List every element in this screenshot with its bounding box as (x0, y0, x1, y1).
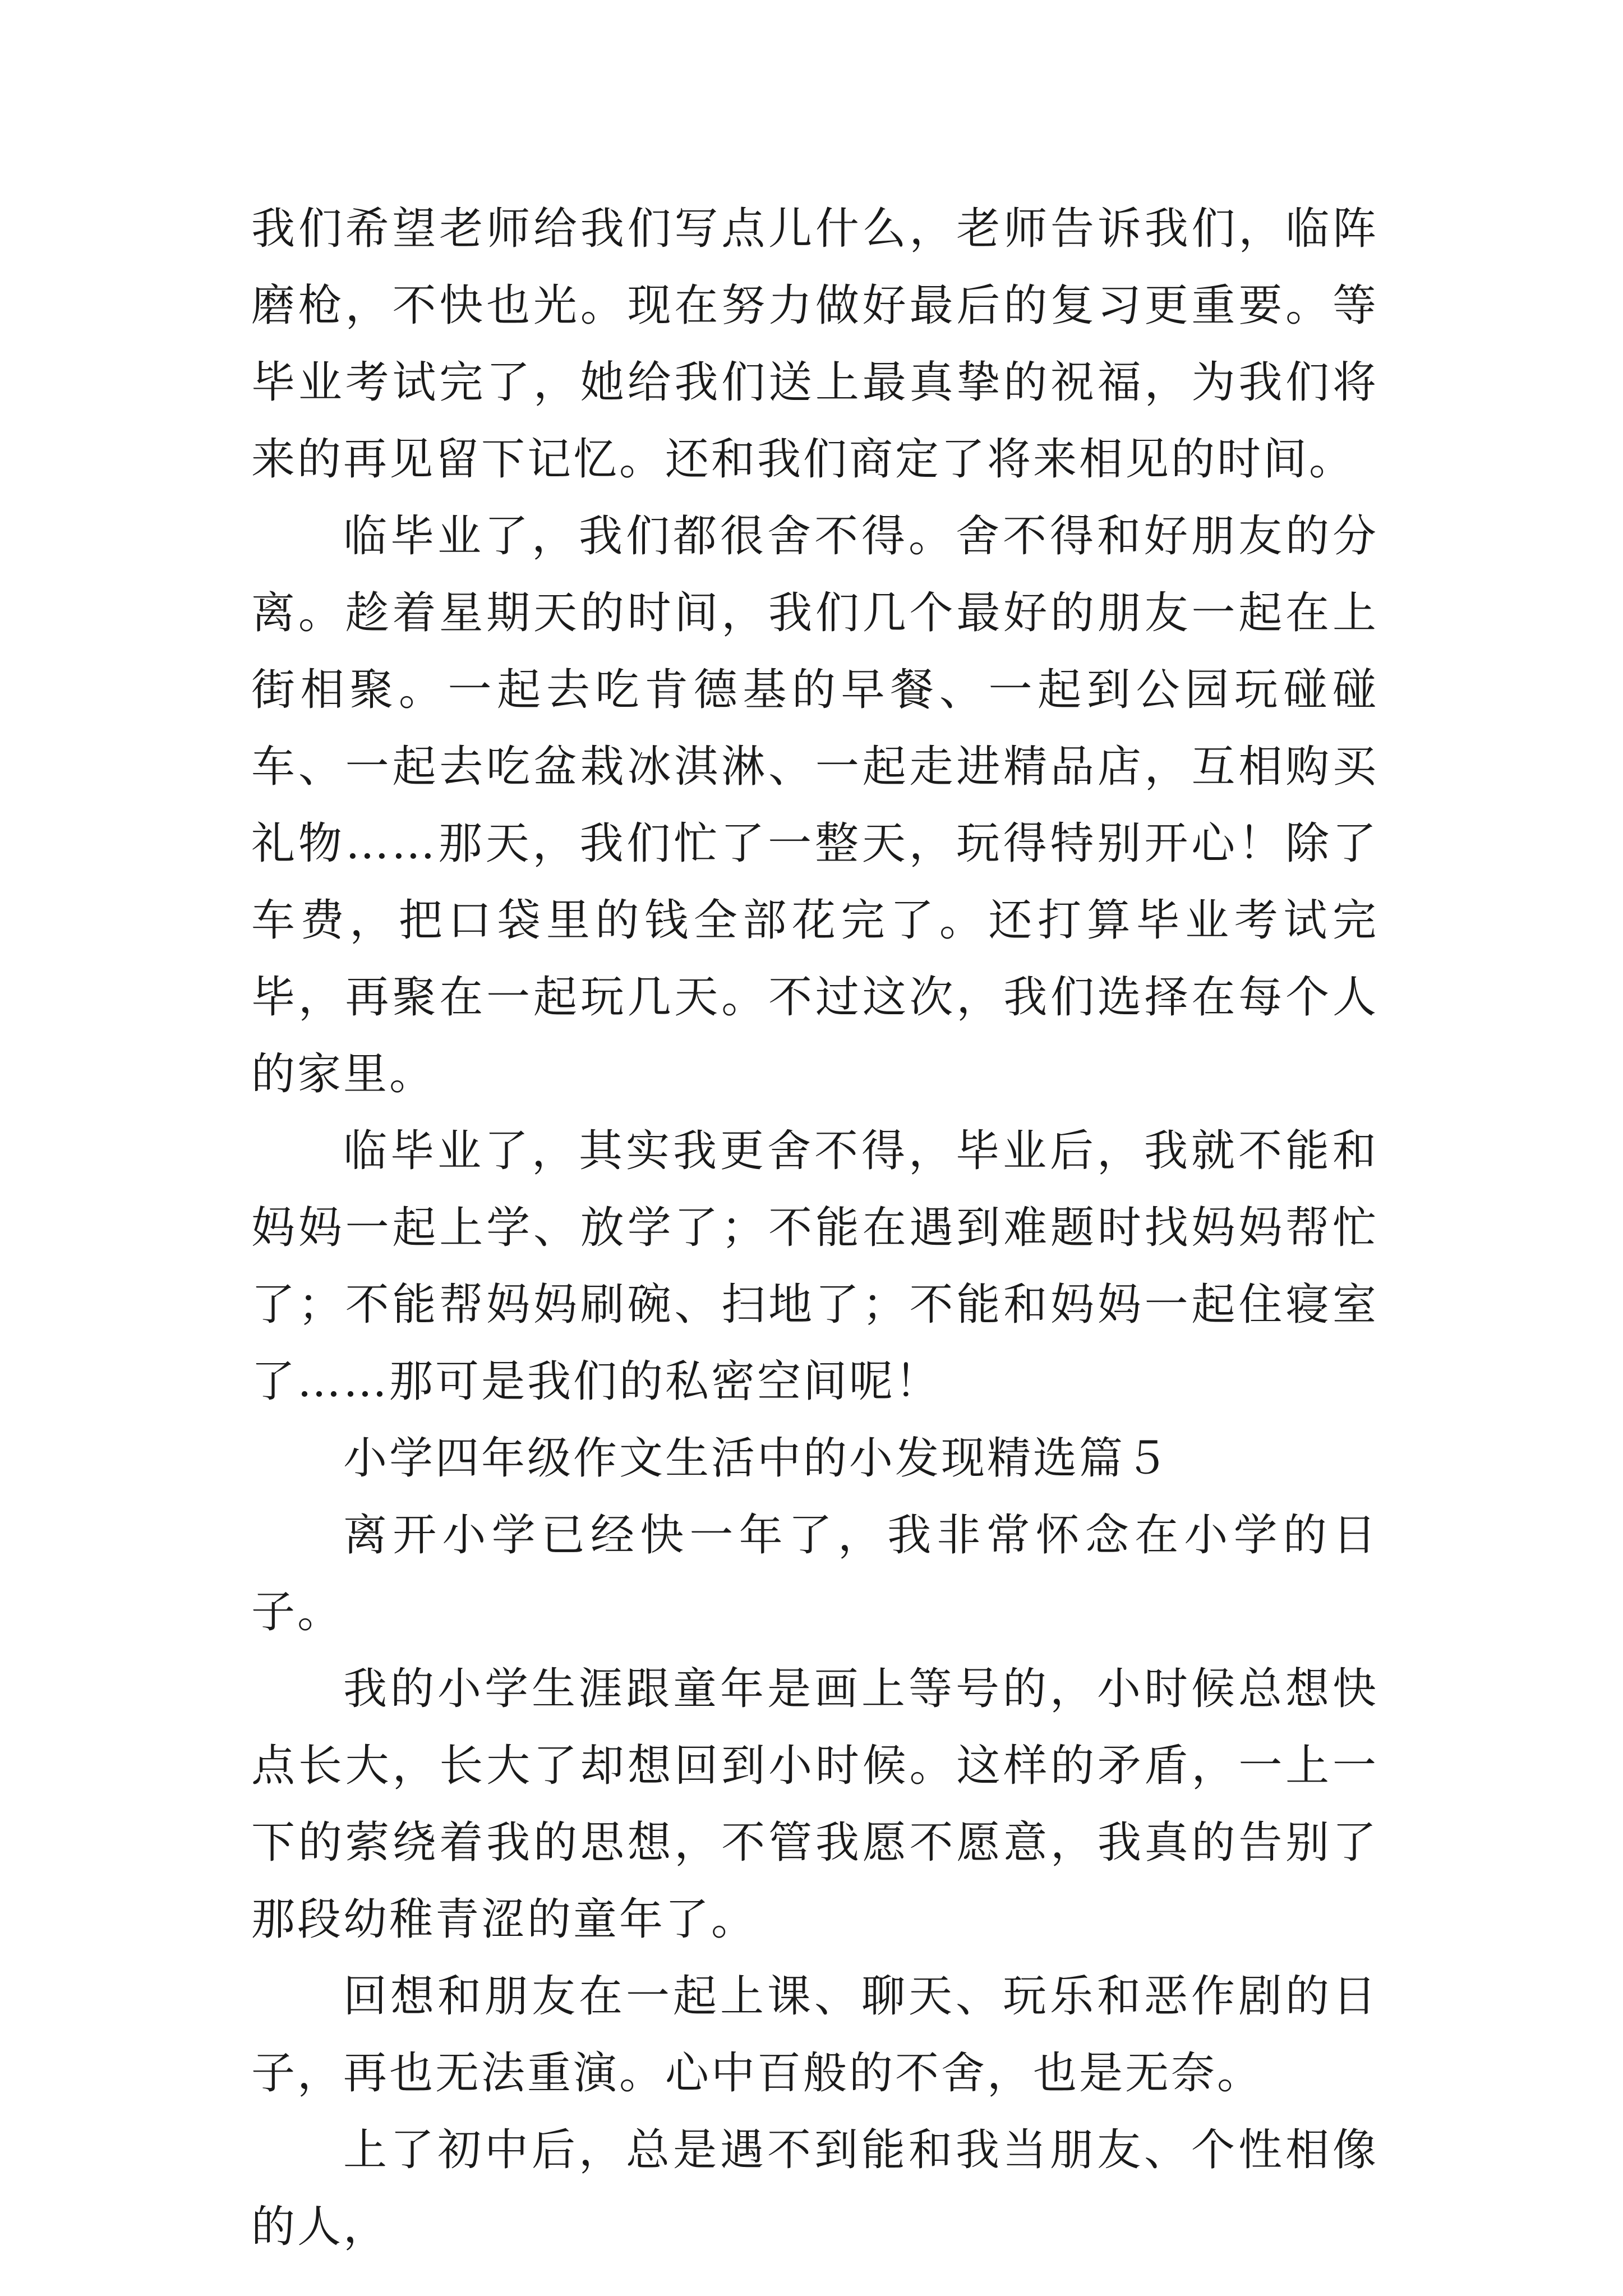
section-heading: 小学四年级作文生活中的小发现精选篇５ (343, 1433, 1172, 1484)
paragraph: 我的小学生涯跟童年是画上等号的，小时候总想快点长大，长大了却想回到小时候。这样的矛盾，一上一下的萦绕着我的思想，不管我愿不愿意，我真的告别了那段幼稚青涩的童年了。 (251, 1664, 1378, 1945)
paragraph: 我们希望老师给我们写点儿什么，老师告诉我们，临阵磨枪，不快也光。现在努力做好最后的复习更重要。等毕业考试完了，她给我们送上最真挚的祝福，为我们将来的再见留下记忆。还和我们商定了将来相见的时间。 (251, 204, 1378, 485)
paragraph: 上了初中后，总是遇不到能和我当朋友、个性相像的人， (251, 2125, 1378, 2252)
paragraph: 回想和朋友在一起上课、聊天、玩乐和恶作剧的日子，再也无法重演。心中百般的不舍，也是无奈。 (251, 1971, 1378, 2099)
paragraph: 离开小学已经快一年了，我非常怀念在小学的日子。 (251, 1510, 1378, 1637)
paragraph: 临毕业了，我们都很舍不得。舍不得和好朋友的分离。趁着星期天的时间，我们几个最好的朋友一起在上街相聚。一起去吃肯德基的早餐、一起到公园玩碰碰车、一起去吃盆栽冰淇淋、一起走进精品店，互相购买礼物……那天，我们忙了一整天，玩得特别开心！除了车费，把口袋里的钱全部花完了。还打算毕业考试完毕，再聚在一起玩几天。不过这次，我们选择在每个人的家里。 (251, 511, 1378, 1099)
paragraph: 临毕业了，其实我更舍不得，毕业后，我就不能和妈妈一起上学、放学了；不能在遇到难题时找妈妈帮忙了；不能帮妈妈刷碗、扫地了；不能和妈妈一起住寝室了……那可是我们的私密空间呢！ (251, 1126, 1378, 1407)
document-body (251, 191, 1378, 2266)
